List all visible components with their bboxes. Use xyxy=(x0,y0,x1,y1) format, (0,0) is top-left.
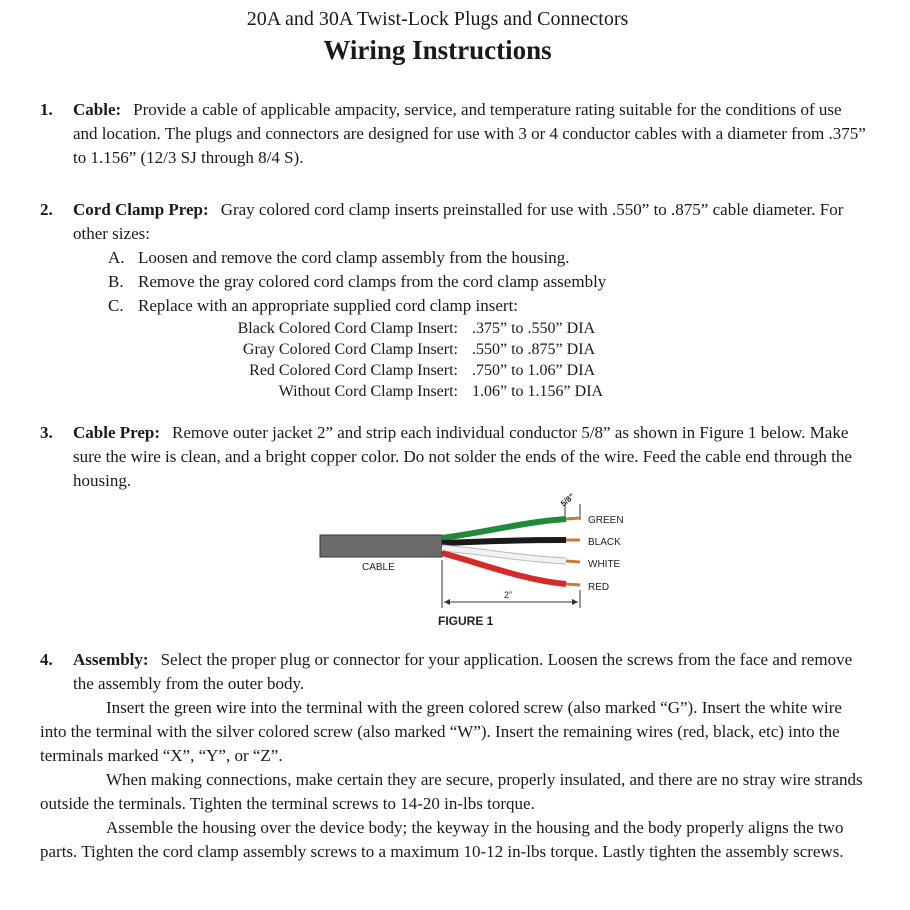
section-text: Select the proper plug or connector for your application. Loosen the screws from the face and remove the assembly from the outer body. xyxy=(73,650,853,693)
list-item xyxy=(108,246,870,270)
document-subtitle: 20A and 30A Twist-Lock Plugs and Connectors xyxy=(246,8,629,30)
red-wire-copper xyxy=(566,584,580,585)
section-text: Remove outer jacket 2” and strip each individual conductor 5/8” as shown in Figure 1 below. Make sure the wire is clean, and a bright copper color. Do not solder the ends of the wire. Feed the cable end through the housing. xyxy=(73,423,852,490)
wire-label-red: RED xyxy=(588,582,610,593)
step-text: Loosen and remove the cord clamp assembly from the housing. xyxy=(138,248,570,267)
table-row xyxy=(200,339,870,360)
section-heading: Cable Prep: xyxy=(73,423,161,442)
section-text: Provide a cable of applicable ampacity, service, and temperature rating suitable for the conditions of use and location. The plugs and connectors are designed for use with 3 or 4 conductor cables with a diameter from .375” to 1.156” (12/3 SJ through 8/4 S). xyxy=(73,100,866,167)
paragraph: Insert the green wire into the terminal with the green colored screw (also marked “G”). Insert the white wire into the terminal with the silver colored screw (also marked “W”). Insert the remaining wires (red, black, etc) into the terminals marked “X”, “Y”, or “Z”. xyxy=(40,698,842,765)
insert-name: Red Colored Cord Clamp Insert: xyxy=(249,362,458,379)
section-heading: Cord Clamp Prep: xyxy=(73,200,209,219)
insert-name: Black Colored Cord Clamp Insert: xyxy=(237,320,458,337)
paragraph: When making connections, make certain they are secure, properly insulated, and there are no stray wire strands outside the terminals. Tighten the terminal screws to 14-20 in-lbs torque. xyxy=(40,770,863,813)
wire-label-black: BLACK xyxy=(588,537,621,548)
section-number: 2. xyxy=(40,200,53,219)
insert-range: .375” to .550” DIA xyxy=(472,320,596,337)
section-assembly xyxy=(40,648,870,864)
jacket-length-label: 2” xyxy=(504,590,513,600)
arrow-left-icon xyxy=(444,599,450,605)
wire-label-green: GREEN xyxy=(588,515,624,526)
list-item xyxy=(108,270,870,294)
cable-jacket xyxy=(320,535,442,557)
section-heading: Assembly: xyxy=(73,650,149,669)
insert-name: Gray Colored Cord Clamp Insert: xyxy=(242,341,458,358)
table-row xyxy=(200,318,870,339)
section-cable-prep xyxy=(40,421,870,493)
step-letter: A. xyxy=(108,248,125,267)
paragraph: Assemble the housing over the device body; the keyway in the housing and the body properly aligns the two parts. Tighten the cord clamp assembly screws to a maximum 10-12 in-lbs torque. Lastly tighten the assembly screws. xyxy=(40,818,844,861)
figure-1 xyxy=(318,492,638,632)
document-title: Wiring Instructions xyxy=(323,35,552,65)
section-heading: Cable: xyxy=(73,100,122,119)
section-number: 4. xyxy=(40,650,53,669)
green-wire-copper xyxy=(566,518,580,519)
insert-range: .550” to .875” DIA xyxy=(472,341,596,358)
table-row xyxy=(200,381,870,402)
step-text: Remove the gray colored cord clamps from the cord clamp assembly xyxy=(138,272,607,291)
insert-range: .750” to 1.06” DIA xyxy=(472,362,596,379)
section-cable xyxy=(40,98,870,170)
step-letter: B. xyxy=(108,272,124,291)
steps-list xyxy=(108,246,870,318)
cable-diagram xyxy=(318,492,638,632)
insert-name: Without Cord Clamp Insert: xyxy=(278,383,458,400)
section-cord-clamp-prep xyxy=(40,198,870,402)
list-item xyxy=(108,294,870,318)
arrow-right-icon xyxy=(572,599,578,605)
section-number: 1. xyxy=(40,100,53,119)
section-text: Gray colored cord clamp inserts preinstalled for use with .550” to .875” cable diameter. For other sizes: xyxy=(73,200,844,243)
step-letter: C. xyxy=(108,296,124,315)
insert-range: 1.06” to 1.156” DIA xyxy=(472,383,604,400)
section-number: 3. xyxy=(40,423,53,442)
insert-table xyxy=(200,318,870,402)
white-wire-copper xyxy=(566,561,580,562)
figure-caption: FIGURE 1 xyxy=(438,614,494,628)
cable-label: CABLE xyxy=(362,562,395,573)
strip-length-label: 5/8” xyxy=(558,492,577,509)
step-text: Replace with an appropriate supplied cord clamp insert: xyxy=(138,296,519,315)
wire-label-white: WHITE xyxy=(588,559,621,570)
green-wire xyxy=(442,519,566,538)
table-row xyxy=(200,360,870,381)
black-wire xyxy=(442,540,566,543)
